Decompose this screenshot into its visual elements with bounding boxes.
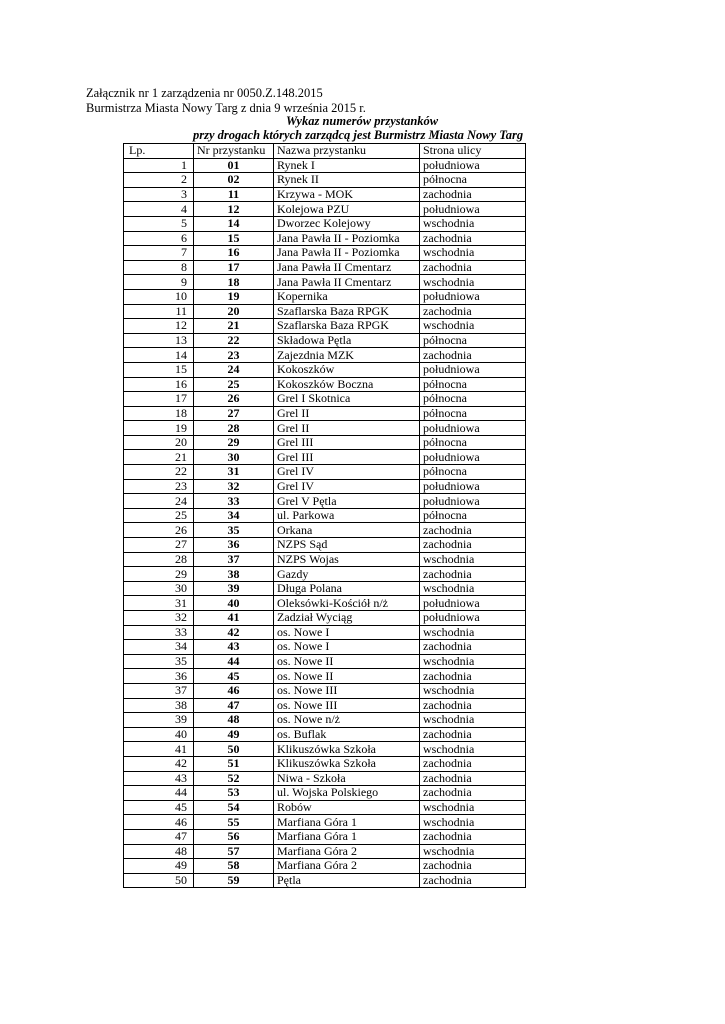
cell-stop-name: Marfiana Góra 1 — [274, 829, 420, 844]
cell-lp: 19 — [124, 421, 194, 436]
cell-stop-number: 11 — [194, 187, 274, 202]
cell-lp: 23 — [124, 479, 194, 494]
cell-street-side: zachodnia — [420, 231, 526, 246]
cell-lp: 28 — [124, 552, 194, 567]
table-row — [124, 289, 526, 304]
table-row — [124, 756, 526, 771]
cell-stop-name: Klikuszówka Szkoła — [274, 756, 420, 771]
cell-street-side: zachodnia — [420, 873, 526, 888]
table-row — [124, 654, 526, 669]
cell-stop-name: Grel II — [274, 421, 420, 436]
cell-lp: 35 — [124, 654, 194, 669]
document-subtitle: przy drogach których zarządcą jest Burmistrz Miasta Nowy Targ — [193, 128, 524, 142]
cell-street-side: zachodnia — [420, 829, 526, 844]
cell-stop-number: 56 — [194, 829, 274, 844]
cell-lp: 1 — [124, 158, 194, 173]
cell-lp: 36 — [124, 669, 194, 684]
cell-street-side: południowa — [420, 494, 526, 509]
table-row — [124, 596, 526, 611]
table-row — [124, 611, 526, 626]
table-row — [124, 260, 526, 275]
cell-stop-name: Grel III — [274, 435, 420, 450]
cell-stop-number: 48 — [194, 713, 274, 728]
cell-lp: 5 — [124, 216, 194, 231]
cell-street-side: południowa — [420, 450, 526, 465]
cell-stop-number: 53 — [194, 786, 274, 801]
cell-stop-name: os. Buflak — [274, 727, 420, 742]
table-row — [124, 844, 526, 859]
cell-street-side: południowa — [420, 421, 526, 436]
cell-lp: 49 — [124, 859, 194, 874]
table-row — [124, 713, 526, 728]
table-row — [124, 859, 526, 874]
cell-street-side: wschodnia — [420, 815, 526, 830]
cell-street-side: zachodnia — [420, 348, 526, 363]
cell-lp: 50 — [124, 873, 194, 888]
cell-stop-number: 51 — [194, 756, 274, 771]
cell-street-side: południowa — [420, 596, 526, 611]
cell-stop-number: 01 — [194, 158, 274, 173]
cell-stop-name: Grel II — [274, 406, 420, 421]
cell-stop-number: 49 — [194, 727, 274, 742]
cell-stop-name: Kopernika — [274, 289, 420, 304]
cell-lp: 26 — [124, 523, 194, 538]
cell-stop-name: Grel III — [274, 450, 420, 465]
cell-street-side: wschodnia — [420, 625, 526, 640]
col-header-stop-number: Nr przystanku — [194, 144, 274, 159]
table-row — [124, 523, 526, 538]
table-row — [124, 246, 526, 261]
cell-street-side: południowa — [420, 611, 526, 626]
table-row — [124, 333, 526, 348]
cell-stop-number: 30 — [194, 450, 274, 465]
cell-lp: 39 — [124, 713, 194, 728]
cell-lp: 21 — [124, 450, 194, 465]
cell-stop-number: 19 — [194, 289, 274, 304]
table-row — [124, 742, 526, 757]
cell-lp: 2 — [124, 173, 194, 188]
cell-stop-number: 17 — [194, 260, 274, 275]
cell-street-side: wschodnia — [420, 319, 526, 334]
cell-street-side: północna — [420, 406, 526, 421]
cell-stop-number: 45 — [194, 669, 274, 684]
cell-street-side: północna — [420, 173, 526, 188]
cell-stop-name: os. Nowe n/ż — [274, 713, 420, 728]
cell-lp: 4 — [124, 202, 194, 217]
cell-street-side: wschodnia — [420, 742, 526, 757]
cell-lp: 34 — [124, 640, 194, 655]
cell-lp: 8 — [124, 260, 194, 275]
cell-stop-number: 36 — [194, 538, 274, 553]
cell-lp: 40 — [124, 727, 194, 742]
cell-lp: 25 — [124, 508, 194, 523]
table-row — [124, 158, 526, 173]
cell-street-side: wschodnia — [420, 216, 526, 231]
cell-street-side: północna — [420, 508, 526, 523]
cell-lp: 31 — [124, 596, 194, 611]
cell-stop-name: os. Nowe I — [274, 625, 420, 640]
table-row — [124, 538, 526, 553]
cell-street-side: zachodnia — [420, 669, 526, 684]
cell-lp: 6 — [124, 231, 194, 246]
cell-street-side: północna — [420, 435, 526, 450]
cell-lp: 43 — [124, 771, 194, 786]
cell-street-side: północna — [420, 333, 526, 348]
cell-street-side: wschodnia — [420, 683, 526, 698]
col-header-lp: Lp. — [124, 144, 194, 159]
cell-lp: 16 — [124, 377, 194, 392]
cell-stop-name: Kokoszków Boczna — [274, 377, 420, 392]
cell-stop-name: NZPS Wojas — [274, 552, 420, 567]
cell-stop-name: Składowa Pętla — [274, 333, 420, 348]
table-header-row — [124, 144, 526, 159]
cell-stop-number: 14 — [194, 216, 274, 231]
cell-street-side: wschodnia — [420, 800, 526, 815]
cell-stop-name: Szaflarska Baza RPGK — [274, 319, 420, 334]
cell-street-side: północna — [420, 465, 526, 480]
table-row — [124, 450, 526, 465]
cell-stop-number: 23 — [194, 348, 274, 363]
cell-stop-name: ul. Parkowa — [274, 508, 420, 523]
cell-stop-number: 35 — [194, 523, 274, 538]
cell-stop-number: 39 — [194, 581, 274, 596]
table-row — [124, 435, 526, 450]
table-row — [124, 216, 526, 231]
table-row — [124, 669, 526, 684]
cell-street-side: południowa — [420, 202, 526, 217]
cell-stop-number: 50 — [194, 742, 274, 757]
table-row — [124, 392, 526, 407]
cell-stop-name: Zadział Wyciąg — [274, 611, 420, 626]
cell-stop-number: 44 — [194, 654, 274, 669]
cell-street-side: zachodnia — [420, 187, 526, 202]
cell-lp: 29 — [124, 567, 194, 582]
cell-lp: 32 — [124, 611, 194, 626]
table-row — [124, 275, 526, 290]
cell-lp: 44 — [124, 786, 194, 801]
cell-stop-number: 21 — [194, 319, 274, 334]
cell-stop-name: Grel V Pętla — [274, 494, 420, 509]
table-row — [124, 479, 526, 494]
cell-stop-number: 58 — [194, 859, 274, 874]
cell-stop-number: 34 — [194, 508, 274, 523]
table-row — [124, 771, 526, 786]
cell-lp: 15 — [124, 362, 194, 377]
table-row — [124, 348, 526, 363]
table-row — [124, 202, 526, 217]
cell-stop-number: 38 — [194, 567, 274, 582]
table-row — [124, 625, 526, 640]
cell-street-side: wschodnia — [420, 581, 526, 596]
cell-stop-number: 16 — [194, 246, 274, 261]
cell-lp: 45 — [124, 800, 194, 815]
table-row — [124, 319, 526, 334]
cell-street-side: południowa — [420, 362, 526, 377]
table-row — [124, 187, 526, 202]
issuer-date-line: Burmistrza Miasta Nowy Targ z dnia 9 września 2015 r. — [86, 101, 366, 115]
cell-stop-number: 31 — [194, 465, 274, 480]
cell-stop-number: 15 — [194, 231, 274, 246]
cell-stop-name: Zajezdnia MZK — [274, 348, 420, 363]
cell-stop-name: Gazdy — [274, 567, 420, 582]
cell-stop-name: Jana Pawła II Cmentarz — [274, 275, 420, 290]
cell-stop-number: 42 — [194, 625, 274, 640]
cell-stop-number: 40 — [194, 596, 274, 611]
cell-stop-name: Pętla — [274, 873, 420, 888]
cell-stop-name: os. Nowe III — [274, 698, 420, 713]
cell-stop-number: 41 — [194, 611, 274, 626]
cell-stop-name: Oleksówki-Kościół n/ż — [274, 596, 420, 611]
cell-street-side: północna — [420, 377, 526, 392]
cell-stop-name: Jana Pawła II Cmentarz — [274, 260, 420, 275]
cell-street-side: wschodnia — [420, 713, 526, 728]
cell-street-side: wschodnia — [420, 552, 526, 567]
cell-stop-name: os. Nowe II — [274, 669, 420, 684]
cell-street-side: zachodnia — [420, 859, 526, 874]
table-row — [124, 786, 526, 801]
cell-stop-name: Rynek I — [274, 158, 420, 173]
table-row — [124, 494, 526, 509]
cell-stop-number: 55 — [194, 815, 274, 830]
cell-stop-name: Marfiana Góra 2 — [274, 844, 420, 859]
col-header-street-side: Strona ulicy — [420, 144, 526, 159]
cell-stop-name: Grel IV — [274, 479, 420, 494]
cell-street-side: wschodnia — [420, 275, 526, 290]
cell-stop-number: 37 — [194, 552, 274, 567]
table-row — [124, 465, 526, 480]
cell-street-side: zachodnia — [420, 771, 526, 786]
cell-street-side: południowa — [420, 158, 526, 173]
cell-stop-name: Marfiana Góra 1 — [274, 815, 420, 830]
cell-stop-number: 46 — [194, 683, 274, 698]
table-row — [124, 173, 526, 188]
cell-street-side: zachodnia — [420, 727, 526, 742]
cell-lp: 18 — [124, 406, 194, 421]
cell-lp: 7 — [124, 246, 194, 261]
cell-stop-name: Kokoszków — [274, 362, 420, 377]
cell-stop-number: 18 — [194, 275, 274, 290]
cell-lp: 46 — [124, 815, 194, 830]
table-row — [124, 406, 526, 421]
cell-lp: 24 — [124, 494, 194, 509]
cell-stop-name: Robów — [274, 800, 420, 815]
cell-lp: 9 — [124, 275, 194, 290]
cell-street-side: południowa — [420, 479, 526, 494]
cell-stop-number: 22 — [194, 333, 274, 348]
table-row — [124, 815, 526, 830]
cell-stop-number: 28 — [194, 421, 274, 436]
cell-lp: 27 — [124, 538, 194, 553]
cell-stop-name: Niwa - Szkoła — [274, 771, 420, 786]
cell-stop-name: Długa Polana — [274, 581, 420, 596]
cell-lp: 20 — [124, 435, 194, 450]
cell-street-side: zachodnia — [420, 756, 526, 771]
table-row — [124, 304, 526, 319]
attachment-line: Załącznik nr 1 zarządzenia nr 0050.Z.148.2015 — [86, 86, 323, 100]
table-row — [124, 567, 526, 582]
table-row — [124, 698, 526, 713]
cell-stop-number: 29 — [194, 435, 274, 450]
cell-stop-name: ul. Wojska Polskiego — [274, 786, 420, 801]
cell-stop-number: 57 — [194, 844, 274, 859]
cell-stop-name: Krzywa - MOK — [274, 187, 420, 202]
document-title: Wykaz numerów przystanków — [286, 114, 439, 128]
col-header-stop-name: Nazwa przystanku — [274, 144, 420, 159]
cell-stop-number: 12 — [194, 202, 274, 217]
cell-stop-name: Grel IV — [274, 465, 420, 480]
cell-stop-name: Rynek II — [274, 173, 420, 188]
cell-lp: 47 — [124, 829, 194, 844]
table-row — [124, 873, 526, 888]
cell-lp: 13 — [124, 333, 194, 348]
cell-stop-number: 59 — [194, 873, 274, 888]
cell-stop-number: 54 — [194, 800, 274, 815]
table-row — [124, 231, 526, 246]
cell-stop-name: Grel I Skotnica — [274, 392, 420, 407]
cell-stop-name: os. Nowe III — [274, 683, 420, 698]
cell-stop-name: Orkana — [274, 523, 420, 538]
cell-street-side: zachodnia — [420, 538, 526, 553]
cell-stop-number: 52 — [194, 771, 274, 786]
cell-street-side: zachodnia — [420, 304, 526, 319]
table-row — [124, 727, 526, 742]
table-row — [124, 829, 526, 844]
cell-stop-name: Klikuszówka Szkoła — [274, 742, 420, 757]
cell-lp: 14 — [124, 348, 194, 363]
cell-street-side: wschodnia — [420, 844, 526, 859]
table-row — [124, 683, 526, 698]
cell-stop-number: 33 — [194, 494, 274, 509]
cell-street-side: zachodnia — [420, 786, 526, 801]
cell-stop-number: 24 — [194, 362, 274, 377]
table-row — [124, 362, 526, 377]
cell-stop-number: 27 — [194, 406, 274, 421]
cell-stop-name: Jana Pawła II - Poziomka — [274, 246, 420, 261]
table-row — [124, 508, 526, 523]
cell-stop-name: Marfiana Góra 2 — [274, 859, 420, 874]
cell-stop-name: Kolejowa PZU — [274, 202, 420, 217]
cell-lp: 38 — [124, 698, 194, 713]
cell-street-side: północna — [420, 392, 526, 407]
cell-stop-number: 47 — [194, 698, 274, 713]
cell-street-side: zachodnia — [420, 523, 526, 538]
cell-stop-number: 25 — [194, 377, 274, 392]
cell-street-side: wschodnia — [420, 654, 526, 669]
table-row — [124, 800, 526, 815]
cell-street-side: zachodnia — [420, 698, 526, 713]
cell-stop-name: NZPS Sąd — [274, 538, 420, 553]
cell-lp: 48 — [124, 844, 194, 859]
cell-street-side: zachodnia — [420, 640, 526, 655]
bus-stops-table — [123, 143, 526, 888]
table-row — [124, 581, 526, 596]
cell-lp: 10 — [124, 289, 194, 304]
table-row — [124, 640, 526, 655]
cell-stop-number: 02 — [194, 173, 274, 188]
cell-lp: 11 — [124, 304, 194, 319]
cell-street-side: wschodnia — [420, 246, 526, 261]
cell-stop-name: Jana Pawła II - Poziomka — [274, 231, 420, 246]
cell-stop-number: 26 — [194, 392, 274, 407]
cell-stop-name: Szaflarska Baza RPGK — [274, 304, 420, 319]
cell-street-side: zachodnia — [420, 260, 526, 275]
cell-lp: 30 — [124, 581, 194, 596]
cell-street-side: południowa — [420, 289, 526, 304]
cell-lp: 3 — [124, 187, 194, 202]
cell-stop-number: 43 — [194, 640, 274, 655]
cell-stop-name: os. Nowe I — [274, 640, 420, 655]
cell-lp: 12 — [124, 319, 194, 334]
cell-lp: 41 — [124, 742, 194, 757]
cell-lp: 22 — [124, 465, 194, 480]
table-row — [124, 552, 526, 567]
cell-stop-name: Dworzec Kolejowy — [274, 216, 420, 231]
cell-stop-number: 32 — [194, 479, 274, 494]
cell-lp: 17 — [124, 392, 194, 407]
cell-lp: 37 — [124, 683, 194, 698]
cell-lp: 42 — [124, 756, 194, 771]
cell-stop-name: os. Nowe II — [274, 654, 420, 669]
table-row — [124, 377, 526, 392]
cell-street-side: zachodnia — [420, 567, 526, 582]
cell-lp: 33 — [124, 625, 194, 640]
table-row — [124, 421, 526, 436]
cell-stop-number: 20 — [194, 304, 274, 319]
